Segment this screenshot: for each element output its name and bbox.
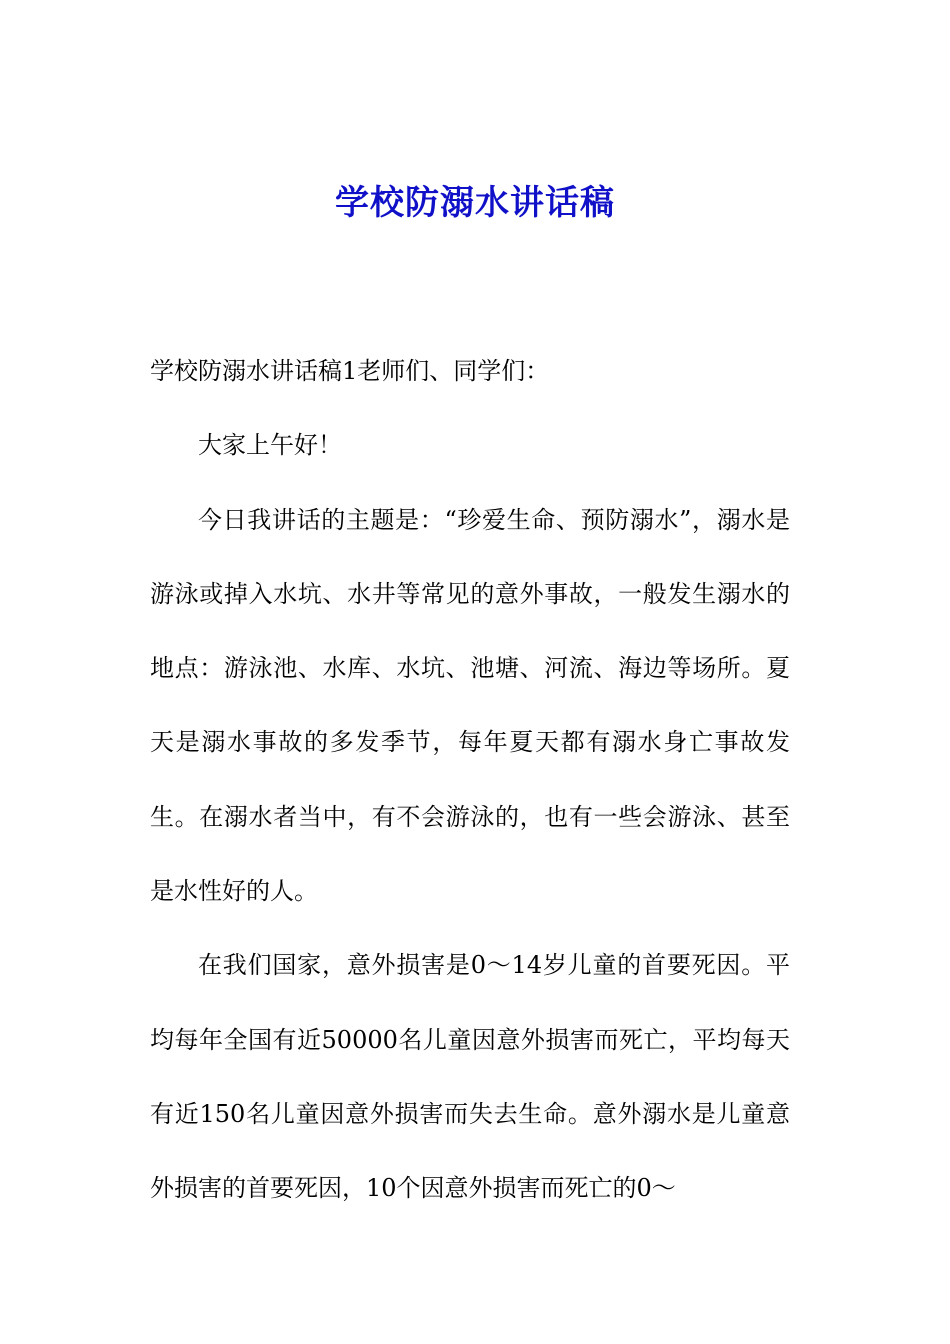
document-body bbox=[150, 334, 790, 1226]
topic-paragraph: 今日我讲话的主题是：“珍爱生命、预防溺水”，溺水是游泳或掉入水坑、水井等常见的意外事故，一般发生溺水的地点：游泳池、水库、水坑、池塘、河流、海边等场所。夏天是溺水事故的多发季节，每年夏天都有溺水身亡事故发生。在溺水者当中，有不会游泳的，也有一些会游泳、甚至是水性好的人。 bbox=[150, 505, 790, 906]
statistics-paragraph: 在我们国家，意外损害是0～14岁儿童的首要死因。平均每年全国有近50000名儿童因意外损害而死亡，平均每天有近150名儿童因意外损害而失去生命。意外溺水是儿童意外损害的首要死因，10个因意外损害而死亡的0～ bbox=[150, 951, 790, 1203]
salutation-paragraph: 学校防溺水讲话稿1老师们、同学们： bbox=[150, 357, 550, 385]
greeting-paragraph: 大家上午好！ bbox=[198, 431, 342, 460]
document-title: 学校防溺水讲话稿 bbox=[335, 183, 615, 223]
